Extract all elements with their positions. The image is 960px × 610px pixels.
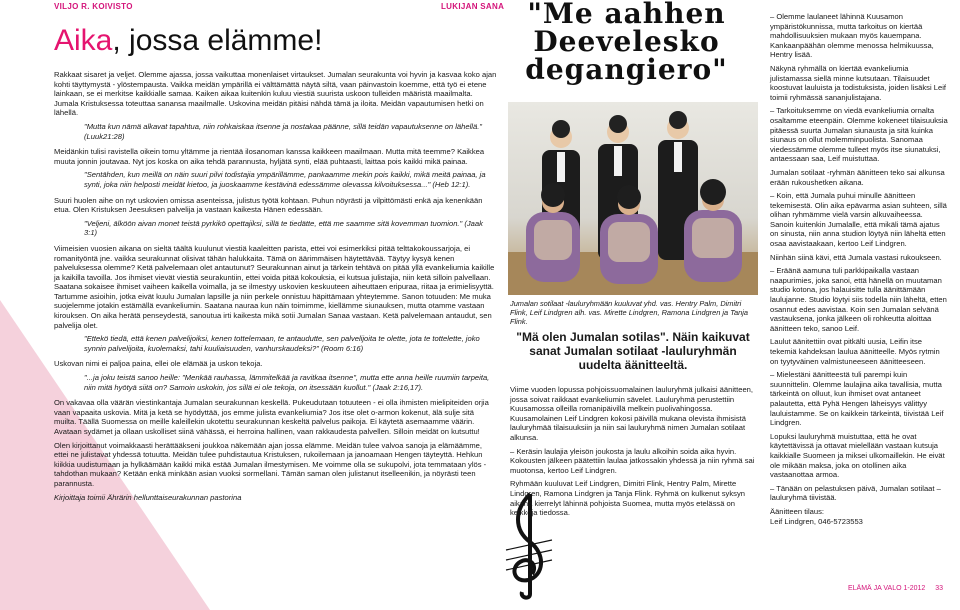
paragraph: Viimeisien vuosien aikana on sieltä täältä kuulunut viestiä kaaleitten parista, ettei voi esimerkiksi pitää telttakokoussarjoja, ei romanityöntä jne. vaikka seurakunnat olisivat tähän halukkaita. Tämä on äärimmäisen häytettävää. Täytyy kysyä kenen palveluksessa olemme? Ketä palvelemaan olet antautunut? Seurakunnan ainut ja tärkein tehtävä on pitää yllä evankeliumia kaikille ja kaikilla tavoilla. Jos ihmiset vievät viestiä seurakuntiin, ettei voida pitää kokouksia, ei kutsua julistajia, niin ketä silloin palvellaan. Saatana sokaisee ihmiset vaiheen kaikella voimalla, ja se ilmestyy uskovien keskuuteen aiheuttaen eripuraa, riitaa ja erimielisyyttä. Tartumme asioihin, jotka eivät kuulu Jumalan lapsille ja niin perkele onnistuu häpittämaan yhteytemme. Sanon totuuden: Me muka suojelemme jotakin estämällä evankeliumin. Saatana nauraa kun näin toimimme, kiellämme siunauksen, mutta otamme vastaan kirouksen. On aika herätä penseydestä, sanoutua irti kaikesta mikä sotii Jumalan Sanaa vastaan. Ketä palvelemaan antaudut, sen palvelija olet. [54,243,495,330]
author-note: Kirjoittaja toimii Ährärin hellunttaiseurakunnan pastorina [54,492,242,502]
order-contact: Leif Lindgren, 046-5723553 [770,516,863,526]
section-header: LUKIJAN SANA [441,2,505,11]
feature-article [510,385,762,522]
page-title [54,24,322,58]
paragraph: – Tänään on pelastuksen päivä, Jumalan sotilaat –lauluryhmä tiivistää. [770,483,941,503]
paragraph: – Eräänä aamuna tuli parkkipaikalla vastaan naapurimies, joka sanoi, että hänellä on muutaman studio kotona, jos halauisitte tulla äänittämään laulujanne. Studio löytyi siis todella niin läheltä, etten osannut edes aavistaa. Koin sen Jumalan selvänä vastauksena, jonka jälkeen oli rohkeutta aloittaa äänitteen teko, sanoo Leif. [770,266,947,333]
quote: "Veljeni, älköön aivan monet teistä pyrkikö opettajiksi, sillä te tiedätte, että me saamme sitä kovemman tuomion." (Jaak 3:1) [84,218,483,238]
photo-caption: Jumalan sotilaat -lauluryhmään kuuluvat yhd. vas. Hentry Palm, Dimitri Flink, Leif Lindgren alh. vas. Mirette Lindgren, Ramona Lindgren ja Tanja Flink. [510,299,749,326]
feature-headline [504,0,749,84]
paragraph: Suuri huolen aihe on nyt uskovien omissa asenteissa, julistus työtä kohtaan. Puhun nöyrästi ja vilpittömästi enkä aja kenenkään etua. Olen Kristuksen Jeesuksen palvelija ja vastaan kaikesta Hänen edessään. [54,195,483,215]
paragraph: Lopuksi lauluryhmä muistuttaa, että he ovat käytettävissä ja ottavat mielellään vastaan kutsuja kaikkialle Suomeen ja miksei ulkomaillekin. He eivät ole mikään maksa, joka on otollinen aika vastaanottaa armoa. [770,431,945,480]
paragraph: – Mielestäni äänitteestä tuli parempi kuin suunnittelin. Olemme laulajina aika tavallisia, mutta tärkeintä on olluut, kun ihmiset ovat antaneet palautetta, että Pyhä Hengen läheisyys välittyy lauluistamme. Se on kaikkein tärkeintä, tiivistää Leif Lindgren. [770,370,944,428]
paragraph: – Keräsin laulajia yleisön joukosta ja laulu alkoihin soida aika hyvin. Kokousten jälkeen päätettiin laulaa jatkossakin yhdessä ja niin ryhmä sai muotonsa, kertoo Leif Lindgren. [510,446,755,475]
title-accent: Aika [54,24,113,57]
page-footer [848,585,943,592]
paragraph: Ryhmään kuuluvat Leif Lindgren, Dimitri Flink, Hentry Palm, Mirette Lindgren, Ramona Lindgren ja Tanja Flink. Ryhmä on kulkenut syksyn aikana kierrelyt lähinnä pohjoista Suomea, mutta myös etelässä on keikkoja tiedossa. [510,479,745,518]
quote: "Ettekö tiedä, että kenen palvelijoiksi, kenen tottelemaan, te antaudutte, sen palvelijoita te olette, jota te tottelette, joko synnin palvelijoita, kuolemaksi, tahi kuuliaisuuden, vanhurskaudeksi?" (Room 6:16) [84,334,480,353]
main-article [54,70,498,506]
headline-line: Deevelesko [533,25,720,58]
paragraph: On vakavaa olla väärän viestinkantaja Jumalan seurakunnan keskellä. Pukeudutaan totuuteen - ei olla ihmisten mielipiteiden orjia vaan vapaaita uskovia. Mitä ja ketä se hyödyttää, jos emme julista evankeliumia? Jos itse olet o-armon kokenut, älä sulje sitä muilta. Täällä Suomessa on meille kaleillekin ukotettu seurakunnan keskeltä palvelus paikoja. Ei käytetä asemaamme väärin. Avataan sydämet ja ollaan uskolliset siinä vähässä, ei herroina hallinen, vaan rakkaudesta palvellen. Silloin meidät on kutsuttu! [54,398,489,436]
quote: "Sentähden, kun meillä on näin suuri pilvi todistajia ympärillämme, pankaamme mekin pois kaikki, mikä meitä painaa, ja synti, joka niin helposti meidät kietoo, ja juoskaamme kestävinä edessämme olevassa kilvoituksessa..." (Heb 12:1). [84,170,486,189]
quote: "...ja joku teistä sanoo heille: "Menkää rauhassa, lämmitelkää ja ravitkaa itsenne", mutta ette anna heille ruumiin tarpeita, niin mitä hyötyä siitä on? Samoin uskokin, jos sillä ei ole tekoja, on itsessään kuollut." (Jaak 2:16,17). [84,373,490,392]
headline-line: degangiero" [525,53,728,86]
order-label: Äänitteen tilaus: [770,506,825,516]
paragraph: Meidänkin tulisi ravistella oikein tomu yltämme ja rientää ilosanoman kanssa kaikkeen maailmaan. Mutta mitä teemme? Kaikkea muuta jonnin joutavaa. Nyt jos koska on aika tehdä parannusta, hyljätä synti, elää puhtaasti, laittaa pois kaikki mikä painaa. [54,147,485,166]
paragraph: – Olemme laulaneet lähinnä Kuusamon ympäristökunnissa, mutta tarkoitus on kiertää mahdollisuuksien mukaan myös kauempana. Kankaanpäähän olemme menossa helmikuussa, Hentry lisää. [770,12,934,60]
paragraph: – Tarkoituksemme on viedä evankeliumia ornalta osaltamme eteenpäin. Olemme kokeneet tilaisuuksia pitäessä suurta Jumalan siunausta ja sitä kuinka siunaus on ollut molemminpuolista. Sanomaa viedessämme olemme tulleet myös itse siunatuksi, antaessaan saa, Leif muistuttaa. [770,106,948,164]
paragraph: Niinhän siinä kävi, että Jumala vastasi rukoukseen. [770,252,942,262]
author-header: VILJO R. KOIVISTO [54,2,133,11]
page-number: 33 [935,585,944,592]
title-rest: , jossa elämme! [112,24,323,57]
subheadline: "Mä olen Jumalan sotilas". Näin kaikuvat sanat Jumalan sotilaat -lauluryhmän uudelta äänitteeltä. [516,330,750,372]
magazine-issue: ELÄMÄ JA VALO 1-2012 [848,585,926,592]
feature-article-continued [770,12,948,530]
paragraph: Näkynä ryhmällä on kiertää evankeliumia julistamassa siellä minne kutsutaan. Tilaisuudet koostuvat lauluista ja todistuksista, joiden lisäksi Leif toimii ryhmässä sananjulistajana. [770,63,947,102]
group-photo-illustration [508,102,758,295]
paragraph: Rakkaat sisaret ja veljet. Olemme ajassa, jossa vaikuttaa monenlaiset virtaukset. Jumalan seurakunta voi hyvin ja kasvaa koko ajan kohti täyttymystä - ylöstempausta. Vaikka meidän ympärillä ei välttämättä näytä siltä, vaan päinvastoin koemme, että työ ei etene lainkaan, se ei merkitse kaikkialle samaa. Kaiken aikaa kuitenkin kuluu viestiä suurista uskoon tulleiden määristä maailmalta. Jumala Kristuksessa toteuttaa sanansa maailmalle. Uskovina meidän pitäisi nähdä tämä ja iloita. Meidän vapautumisen hetki on lähellä. [54,70,497,118]
group-photo [508,102,758,295]
paragraph: Uskovan nimi ei paljoa paina, ellei ole elämää ja uskon tekoja. [54,359,263,369]
paragraph: Viime vuoden lopussa pohjoissuomalainen lauluryhmä julkaisi äänitteen, jossa soivat raikkaat evankeliumin sävelet. Lauluryhmä perustettiin Kuusamossa olleilla romanipäivillä melkein puolivahingossa. Kuusamolainen Leif Lindgren kokosi päivillä mukana olevista ihmisistä lauluryhmää tilaisuuksiin ja niin sai lauluryhmä nimen Jumalan sotilaat alkunsa. [510,385,754,442]
paragraph: Laulut äänitettiin ovat pitkälti uusia, Leifin itse tekemiä kahdeksan laulua äänitteelle. Myös rytmin on tyytyväinen valmistuneeseen äänitteeseen. [770,337,940,366]
quote: "Mutta kun nämä alkavat tapahtua, niin rohkaiskaa itsenne ja nostakaa päänne, sillä teidän vapautuksenne on lähellä." (Luuk21:28) [84,121,483,141]
paragraph: – Koin, että Jumala puhui minulle äänitteen tekemisestä. Olin aika epävarma asian suhteen, sillä olihan ryhmämme vielä varsin alkuvaiheessa. Sanoin kuitenkin Jumalalle, että mikäli tämä ajatus on sinusta, niin anna studion löytyä niin läheltä etten osaa aavistaakaan, kertoo Leif Lindgren. [770,191,947,249]
headline-line: "Me aahhen [527,0,726,30]
paragraph: Olen kirjoittanut voimakkaasti herättääkseni joukkoa näkemään ajan jossa elämme. Meidän tulee valvoa sanoja ja elämäämme, ettei ne julistavat yhdessä totuutta. Meidän tulee puhdistautua Kristuksen, rukoilemaan ja janoamaan Hengen täyteyttä. Hehkun kiikkia uudistumaan ja hylkäämään kaikki mikä estää Jumalan ilmestymisen. Me voimme olla se sukupolvi, jota temmataan ylös - tahdothan mukaan? Ketään enkä minkään asian vuoksi sormellani. Tämän saman olen julistanut itselleenikin, ja nöyrästi teen parannusta. [54,440,487,488]
paragraph: Jumalan sotilaat -ryhmän äänitteen teko sai alkunsa erään rukoushetken aikana. [770,167,945,187]
